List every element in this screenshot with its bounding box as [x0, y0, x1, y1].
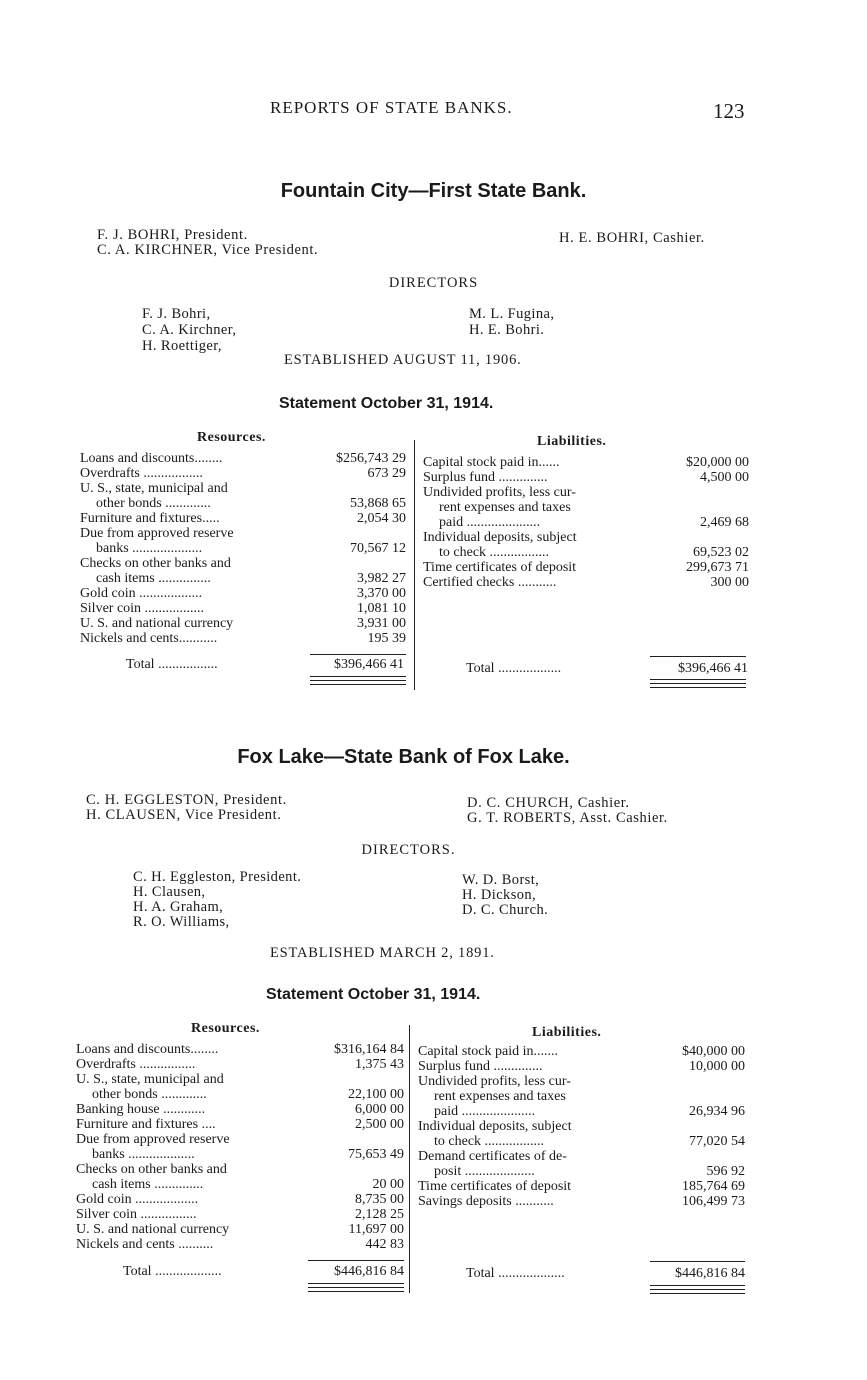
- row-label: banks ....................: [96, 541, 203, 556]
- row-amount: 10,000 00: [689, 1059, 745, 1074]
- directors-heading: DIRECTORS.: [361, 842, 456, 858]
- row-label: Time certificates of deposit: [423, 560, 577, 575]
- row-amount: 20 00: [372, 1177, 404, 1192]
- page-number: 123: [713, 99, 745, 123]
- table-row: [418, 1044, 745, 1059]
- liabilities-heading: Liabilities.: [537, 434, 607, 449]
- total-double-rule: [308, 1287, 404, 1288]
- table-row: [76, 1222, 404, 1237]
- officer-president: F. J. BOHRI, President.: [97, 227, 248, 243]
- row-amount: $316,164 84: [334, 1042, 404, 1057]
- director: H. Dickson,: [462, 887, 537, 903]
- row-label: Due from approved reserve: [76, 1132, 230, 1147]
- row-label: to check .................: [434, 1134, 545, 1149]
- row-amount: 6,000 00: [355, 1102, 404, 1117]
- resources-heading: Resources.: [197, 430, 266, 445]
- row-amount: $256,743 29: [336, 451, 406, 466]
- row-amount: 77,020 54: [689, 1134, 745, 1149]
- table-row: [418, 1149, 745, 1164]
- table-row: [76, 1087, 404, 1102]
- row-label: cash items ...............: [96, 571, 211, 586]
- table-row: [423, 500, 749, 515]
- table-row: [423, 545, 749, 560]
- row-amount: 4,500 00: [700, 470, 749, 485]
- row-amount: 70,567 12: [350, 541, 406, 556]
- table-row: [76, 1117, 404, 1132]
- total-label: Total ..................: [466, 661, 562, 676]
- director: W. D. Borst,: [462, 872, 540, 888]
- row-label: Capital stock paid in.......: [418, 1044, 558, 1059]
- table-row: [76, 1207, 404, 1222]
- row-amount: 300 00: [710, 575, 749, 590]
- officer-vice-president: H. CLAUSEN, Vice President.: [86, 807, 282, 823]
- row-label: other bonds .............: [96, 496, 211, 511]
- row-label: Surplus fund ..............: [418, 1059, 543, 1074]
- row-label: Overdrafts .................: [80, 466, 203, 481]
- statement-heading: Statement October 31, 1914.: [279, 395, 494, 412]
- table-row: [418, 1089, 745, 1104]
- table-row: [80, 526, 406, 541]
- table-row: [80, 451, 406, 466]
- table-row: [80, 481, 406, 496]
- total-double-rule: [310, 680, 406, 681]
- resources-heading: Resources.: [191, 1021, 260, 1036]
- total-double-rule: [310, 676, 406, 677]
- total-double-rule: [308, 1283, 404, 1284]
- liabilities-table: [418, 1044, 745, 1209]
- table-row: [80, 511, 406, 526]
- table-row: [423, 455, 749, 470]
- director: H. A. Graham,: [133, 899, 224, 915]
- table-row: [418, 1074, 745, 1089]
- row-amount: 53,868 65: [350, 496, 406, 511]
- row-amount: 106,499 73: [682, 1194, 745, 1209]
- row-amount: $40,000 00: [682, 1044, 745, 1059]
- table-row: [76, 1102, 404, 1117]
- row-label: rent expenses and taxes: [439, 500, 571, 515]
- row-amount: 2,128 25: [355, 1207, 404, 1222]
- row-label: Gold coin ..................: [80, 586, 203, 601]
- row-amount: 3,370 00: [357, 586, 406, 601]
- director: H. Roettiger,: [142, 338, 222, 354]
- row-label: U. S., state, municipal and: [80, 481, 228, 496]
- row-amount: 11,697 00: [348, 1222, 404, 1237]
- officer-asst-cashier: G. T. ROBERTS, Asst. Cashier.: [467, 810, 668, 826]
- row-amount: 2,054 30: [357, 511, 406, 526]
- total-rule: [308, 1260, 404, 1261]
- table-row: [418, 1179, 745, 1194]
- table-row: [423, 530, 749, 545]
- row-label: to check .................: [439, 545, 550, 560]
- table-row: [423, 575, 749, 590]
- row-label: Capital stock paid in......: [423, 455, 560, 470]
- row-label: Furniture and fixtures ....: [76, 1117, 216, 1132]
- total-double-rule: [650, 687, 746, 688]
- table-row: [80, 586, 406, 601]
- row-label: cash items ..............: [92, 1177, 204, 1192]
- table-row: [80, 541, 406, 556]
- established-date: ESTABLISHED AUGUST 11, 1906.: [284, 352, 522, 368]
- bank-title: Fox Lake—State Bank of Fox Lake.: [237, 746, 570, 768]
- table-row: [76, 1192, 404, 1207]
- row-amount: 673 29: [367, 466, 406, 481]
- row-label: Gold coin ..................: [76, 1192, 199, 1207]
- total-amount: $396,466 41: [334, 657, 404, 672]
- row-label: Surplus fund ..............: [423, 470, 548, 485]
- table-row: [76, 1177, 404, 1192]
- row-label: paid .....................: [434, 1104, 536, 1119]
- row-label: rent expenses and taxes: [434, 1089, 566, 1104]
- table-row: [80, 466, 406, 481]
- table-row: [418, 1134, 745, 1149]
- row-label: U. S. and national currency: [80, 616, 234, 631]
- officer-cashier: H. E. BOHRI, Cashier.: [559, 230, 705, 246]
- table-row: [80, 556, 406, 571]
- resources-table: [76, 1042, 404, 1252]
- officer-cashier: D. C. CHURCH, Cashier.: [467, 795, 630, 811]
- table-row: [76, 1237, 404, 1252]
- bank-title: Fountain City—First State Bank.: [280, 180, 587, 202]
- row-label: Individual deposits, subject: [423, 530, 577, 545]
- row-label: Loans and discounts........: [76, 1042, 219, 1057]
- row-amount: 3,982 27: [357, 571, 406, 586]
- row-amount: 299,673 71: [686, 560, 749, 575]
- total-label: Total .................: [126, 657, 218, 672]
- row-label: Certified checks ...........: [423, 575, 557, 590]
- column-divider: [409, 1025, 410, 1293]
- table-row: [418, 1194, 745, 1209]
- row-amount: 26,934 96: [689, 1104, 745, 1119]
- liabilities-table: [423, 455, 749, 590]
- total-amount: $396,466 41: [678, 661, 748, 676]
- row-amount: $20,000 00: [686, 455, 749, 470]
- row-amount: 75,653 49: [348, 1147, 404, 1162]
- officer-president: C. H. EGGLESTON, President.: [86, 792, 287, 808]
- directors-heading: DIRECTORS: [388, 275, 479, 291]
- table-row: [418, 1104, 745, 1119]
- total-label: Total ...................: [123, 1264, 222, 1279]
- row-label: Overdrafts ................: [76, 1057, 196, 1072]
- row-label: Due from approved reserve: [80, 526, 234, 541]
- table-row: [80, 496, 406, 511]
- table-row: [80, 601, 406, 616]
- director: M. L. Fugina,: [469, 306, 555, 322]
- row-label: Savings deposits ...........: [418, 1194, 554, 1209]
- total-double-rule: [650, 1285, 745, 1286]
- director: F. J. Bohri,: [142, 306, 211, 322]
- table-row: [418, 1059, 745, 1074]
- table-row: [80, 571, 406, 586]
- director: H. E. Bohri.: [469, 322, 545, 338]
- total-rule: [650, 1261, 745, 1262]
- row-label: Checks on other banks and: [76, 1162, 227, 1177]
- column-divider: [414, 440, 415, 690]
- row-label: posit ....................: [434, 1164, 535, 1179]
- table-row: [80, 631, 406, 646]
- total-amount: $446,816 84: [334, 1264, 404, 1279]
- row-amount: 596 92: [706, 1164, 745, 1179]
- running-head: REPORTS OF STATE BANKS.: [270, 98, 513, 117]
- table-row: [418, 1119, 745, 1134]
- table-row: [423, 485, 749, 500]
- table-row: [423, 515, 749, 530]
- director: R. O. Williams,: [133, 914, 230, 930]
- total-double-rule: [650, 1293, 745, 1294]
- total-double-rule: [650, 679, 746, 680]
- row-label: other bonds .............: [92, 1087, 207, 1102]
- row-label: Undivided profits, less cur-: [418, 1074, 571, 1089]
- row-label: U. S., state, municipal and: [76, 1072, 224, 1087]
- table-row: [76, 1132, 404, 1147]
- director: C. A. Kirchner,: [142, 322, 237, 338]
- table-row: [80, 616, 406, 631]
- table-row: [76, 1147, 404, 1162]
- row-label: Silver coin .................: [80, 601, 205, 616]
- row-amount: 2,500 00: [355, 1117, 404, 1132]
- row-label: Checks on other banks and: [80, 556, 231, 571]
- total-rule: [310, 654, 406, 655]
- resources-table: [80, 451, 406, 646]
- total-double-rule: [650, 1289, 745, 1290]
- row-label: Banking house ............: [76, 1102, 206, 1117]
- row-label: Nickels and cents...........: [80, 631, 218, 646]
- table-row: [76, 1057, 404, 1072]
- liabilities-heading: Liabilities.: [532, 1025, 602, 1040]
- row-amount: 69,523 02: [693, 545, 749, 560]
- director: C. H. Eggleston, President.: [133, 869, 302, 885]
- row-amount: 8,735 00: [355, 1192, 404, 1207]
- director: D. C. Church.: [462, 902, 549, 918]
- row-amount: 195 39: [367, 631, 406, 646]
- row-label: banks ...................: [92, 1147, 195, 1162]
- row-label: Undivided profits, less cur-: [423, 485, 576, 500]
- established-date: ESTABLISHED MARCH 2, 1891.: [270, 945, 495, 961]
- table-row: [76, 1162, 404, 1177]
- row-label: Furniture and fixtures.....: [80, 511, 220, 526]
- row-label: U. S. and national currency: [76, 1222, 230, 1237]
- total-double-rule: [308, 1291, 404, 1292]
- row-label: Time certificates of deposit: [418, 1179, 572, 1194]
- table-row: [423, 470, 749, 485]
- row-amount: 2,469 68: [700, 515, 749, 530]
- row-label: paid .....................: [439, 515, 541, 530]
- row-amount: 3,931 00: [357, 616, 406, 631]
- total-label: Total ...................: [466, 1266, 565, 1281]
- row-label: Nickels and cents ..........: [76, 1237, 214, 1252]
- table-row: [76, 1072, 404, 1087]
- row-label: Individual deposits, subject: [418, 1119, 572, 1134]
- row-label: Silver coin ................: [76, 1207, 197, 1222]
- table-row: [76, 1042, 404, 1057]
- row-amount: 1,081 10: [357, 601, 406, 616]
- row-amount: 22,100 00: [348, 1087, 404, 1102]
- row-label: Loans and discounts........: [80, 451, 223, 466]
- row-amount: 442 83: [365, 1237, 404, 1252]
- row-amount: 185,764 69: [682, 1179, 745, 1194]
- row-amount: 1,375 43: [355, 1057, 404, 1072]
- table-row: [423, 560, 749, 575]
- total-double-rule: [650, 683, 746, 684]
- table-row: [418, 1164, 745, 1179]
- statement-heading: Statement October 31, 1914.: [266, 986, 481, 1003]
- officer-vice-president: C. A. KIRCHNER, Vice President.: [97, 242, 319, 258]
- row-label: Demand certificates of de-: [418, 1149, 567, 1164]
- director: H. Clausen,: [133, 884, 206, 900]
- total-amount: $446,816 84: [675, 1266, 745, 1281]
- total-rule: [650, 656, 746, 657]
- total-double-rule: [310, 684, 406, 685]
